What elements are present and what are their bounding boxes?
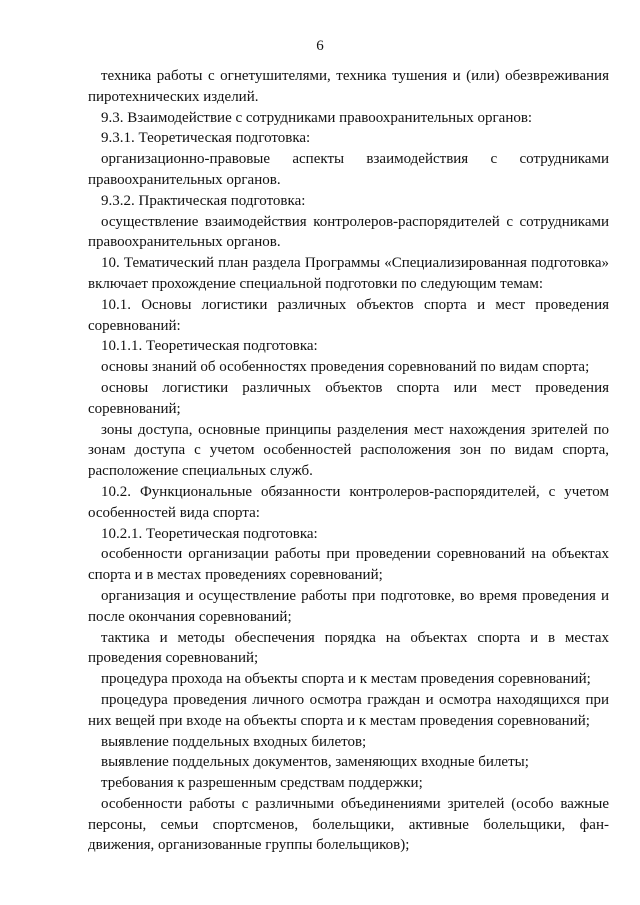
paragraph-inspection-procedure: процедура проведения личного осмотра граждан и осмотра находящихся при них вещей при входе на объекты спорта и к местам проведения соревнований;: [88, 691, 609, 729]
paragraph-10-1-1: 10.1.1. Теоретическая подготовка:: [101, 338, 318, 355]
paragraph-spectator-groups: особенности работы с различными объединениями зрителей (особо важные персоны, семьи спортсменов, болельщики, активные болельщики, фан-движения, организованные группы болельщиков);: [88, 795, 609, 854]
paragraph-legal-aspects: организационно-правовые аспекты взаимодействия с сотрудниками правоохранительных органов.: [88, 151, 609, 188]
paragraph-extinguisher-technique: техника работы с огнетушителями, техника тушения и (или) обезвреживания пиротехнических изделий.: [88, 68, 609, 105]
paragraph-interaction: осуществление взаимодействия контролеров-распорядителей с сотрудниками правоохранительных органов.: [88, 213, 609, 251]
paragraph-support-means: требования к разрешенным средствам поддержки;: [101, 775, 423, 792]
paragraph-9-3-2: 9.3.2. Практическая подготовка:: [101, 192, 306, 209]
paragraph-10-2: 10.2. Функциональные обязанности контролеров-распорядителей, с учетом особенностей вида спорта:: [88, 483, 609, 521]
paragraph-work-organization: особенности организации работы при проведении соревнований на объектах спорта и в местах проведениях соревнований;: [88, 546, 609, 584]
paragraph-knowledge-basics: основы знаний об особенностях проведения соревнований по видам спорта;: [101, 359, 590, 376]
paragraph-fake-tickets: выявление поддельных входных билетов;: [101, 733, 367, 750]
paragraph-entry-procedure: процедура прохода на объекты спорта и к местам проведения соревнований;: [101, 671, 591, 688]
document-body: [88, 66, 609, 856]
paragraph-access-zones: зоны доступа, основные принципы разделения мест нахождения зрителей по зонам доступа с учетом особенностей расположения зон по видам спорта, расположение специальных служб.: [88, 421, 609, 480]
paragraph-fake-documents: выявление поддельных документов, заменяющих входные билеты;: [101, 754, 529, 771]
paragraph-tactics: тактика и методы обеспечения порядка на объектах спорта и в местах проведения соревнований;: [88, 629, 609, 667]
paragraph-work-implementation: организация и осуществление работы при подготовке, во время проведения и после окончания соревнований;: [88, 587, 609, 625]
paragraph-logistics-basics: основы логистики различных объектов спорта или мест проведения соревнований;: [88, 379, 609, 417]
page-number: 6: [316, 38, 324, 54]
paragraph-10: 10. Тематический план раздела Программы «Специализированная подготовка» включает прохождение специальной подготовки по следующим темам:: [88, 255, 609, 292]
paragraph-10-2-1: 10.2.1. Теоретическая подготовка:: [101, 525, 318, 542]
paragraph-10-1: 10.1. Основы логистики различных объектов спорта и мест проведения соревнований:: [88, 296, 609, 334]
paragraph-9-3: 9.3. Взаимодействие с сотрудниками правоохранительных органов:: [101, 109, 533, 126]
paragraph-9-3-1: 9.3.1. Теоретическая подготовка:: [101, 130, 311, 147]
